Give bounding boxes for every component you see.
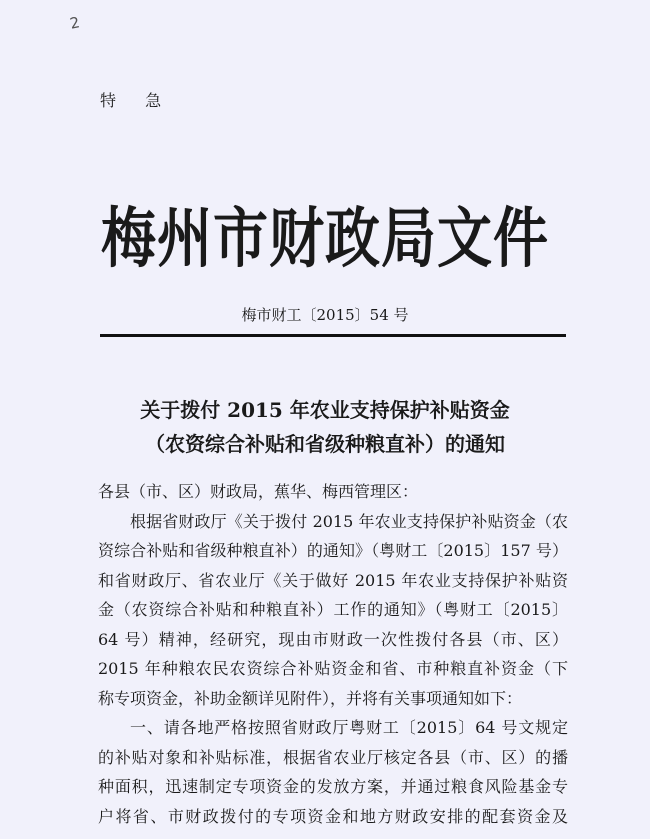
para1-line-2: 资综合补贴和省级种粮直补）的通知》（粤财工〔2015〕157 号） [98,541,568,560]
para1-line-6: 2015 年种粮农民农资综合补贴资金和省、市种粮直补资金（下 [98,659,568,678]
notice-subject [0,393,650,461]
document-number: 梅市财工〔2015〕54 号 [241,306,409,324]
para2-line-2: 的补贴对象和补贴标准，根据省农业厅核定各县（市、区）的播 [98,747,568,767]
handwritten-page-number: 2 [68,13,82,33]
para2-line-3: 种面积，迅速制定专项资金的发放方案，并通过粮食风险基金专 [98,777,568,796]
urgency-label: 特 急 [100,91,174,110]
para2-line-1: 一、请各地严格按照省财政厅粤财工〔2015〕64 号文规定 [130,718,568,737]
para2-line-4: 户将省、市财政拨付的专项资金和地方财政安排的配套资金及 [98,806,568,826]
para1-line-4: 金（农资综合补贴和种粮直补）工作的通知》（粤财工〔2015〕 [98,600,568,619]
para1-line-7: 称专项资金，补助金额详见附件），并将有关事项通知如下： [98,688,523,708]
para1-line-5: 64 号）精神，经研究，现由市财政一次性拨付各县（市、区） [98,629,568,649]
document-header-title: 梅州市财政局文件 [100,200,549,276]
subject-line-1: 关于拨付 2015 年农业支持保护补贴资金 [140,398,510,422]
notice-body [98,477,568,831]
subject-line-2: （农资综合补贴和省级种粮直补）的通知 [145,432,505,456]
header-divider [100,334,566,337]
addressee-line: 各县（市、区）财政局，蕉华、梅西管理区： [98,482,419,501]
para1-line-3: 和省财政厅、省农业厅《关于做好 2015 年农业支持保护补贴资 [98,570,568,590]
para1-line-1: 根据省财政厅《关于拨付 2015 年农业支持保护补贴资金（农 [130,511,568,531]
